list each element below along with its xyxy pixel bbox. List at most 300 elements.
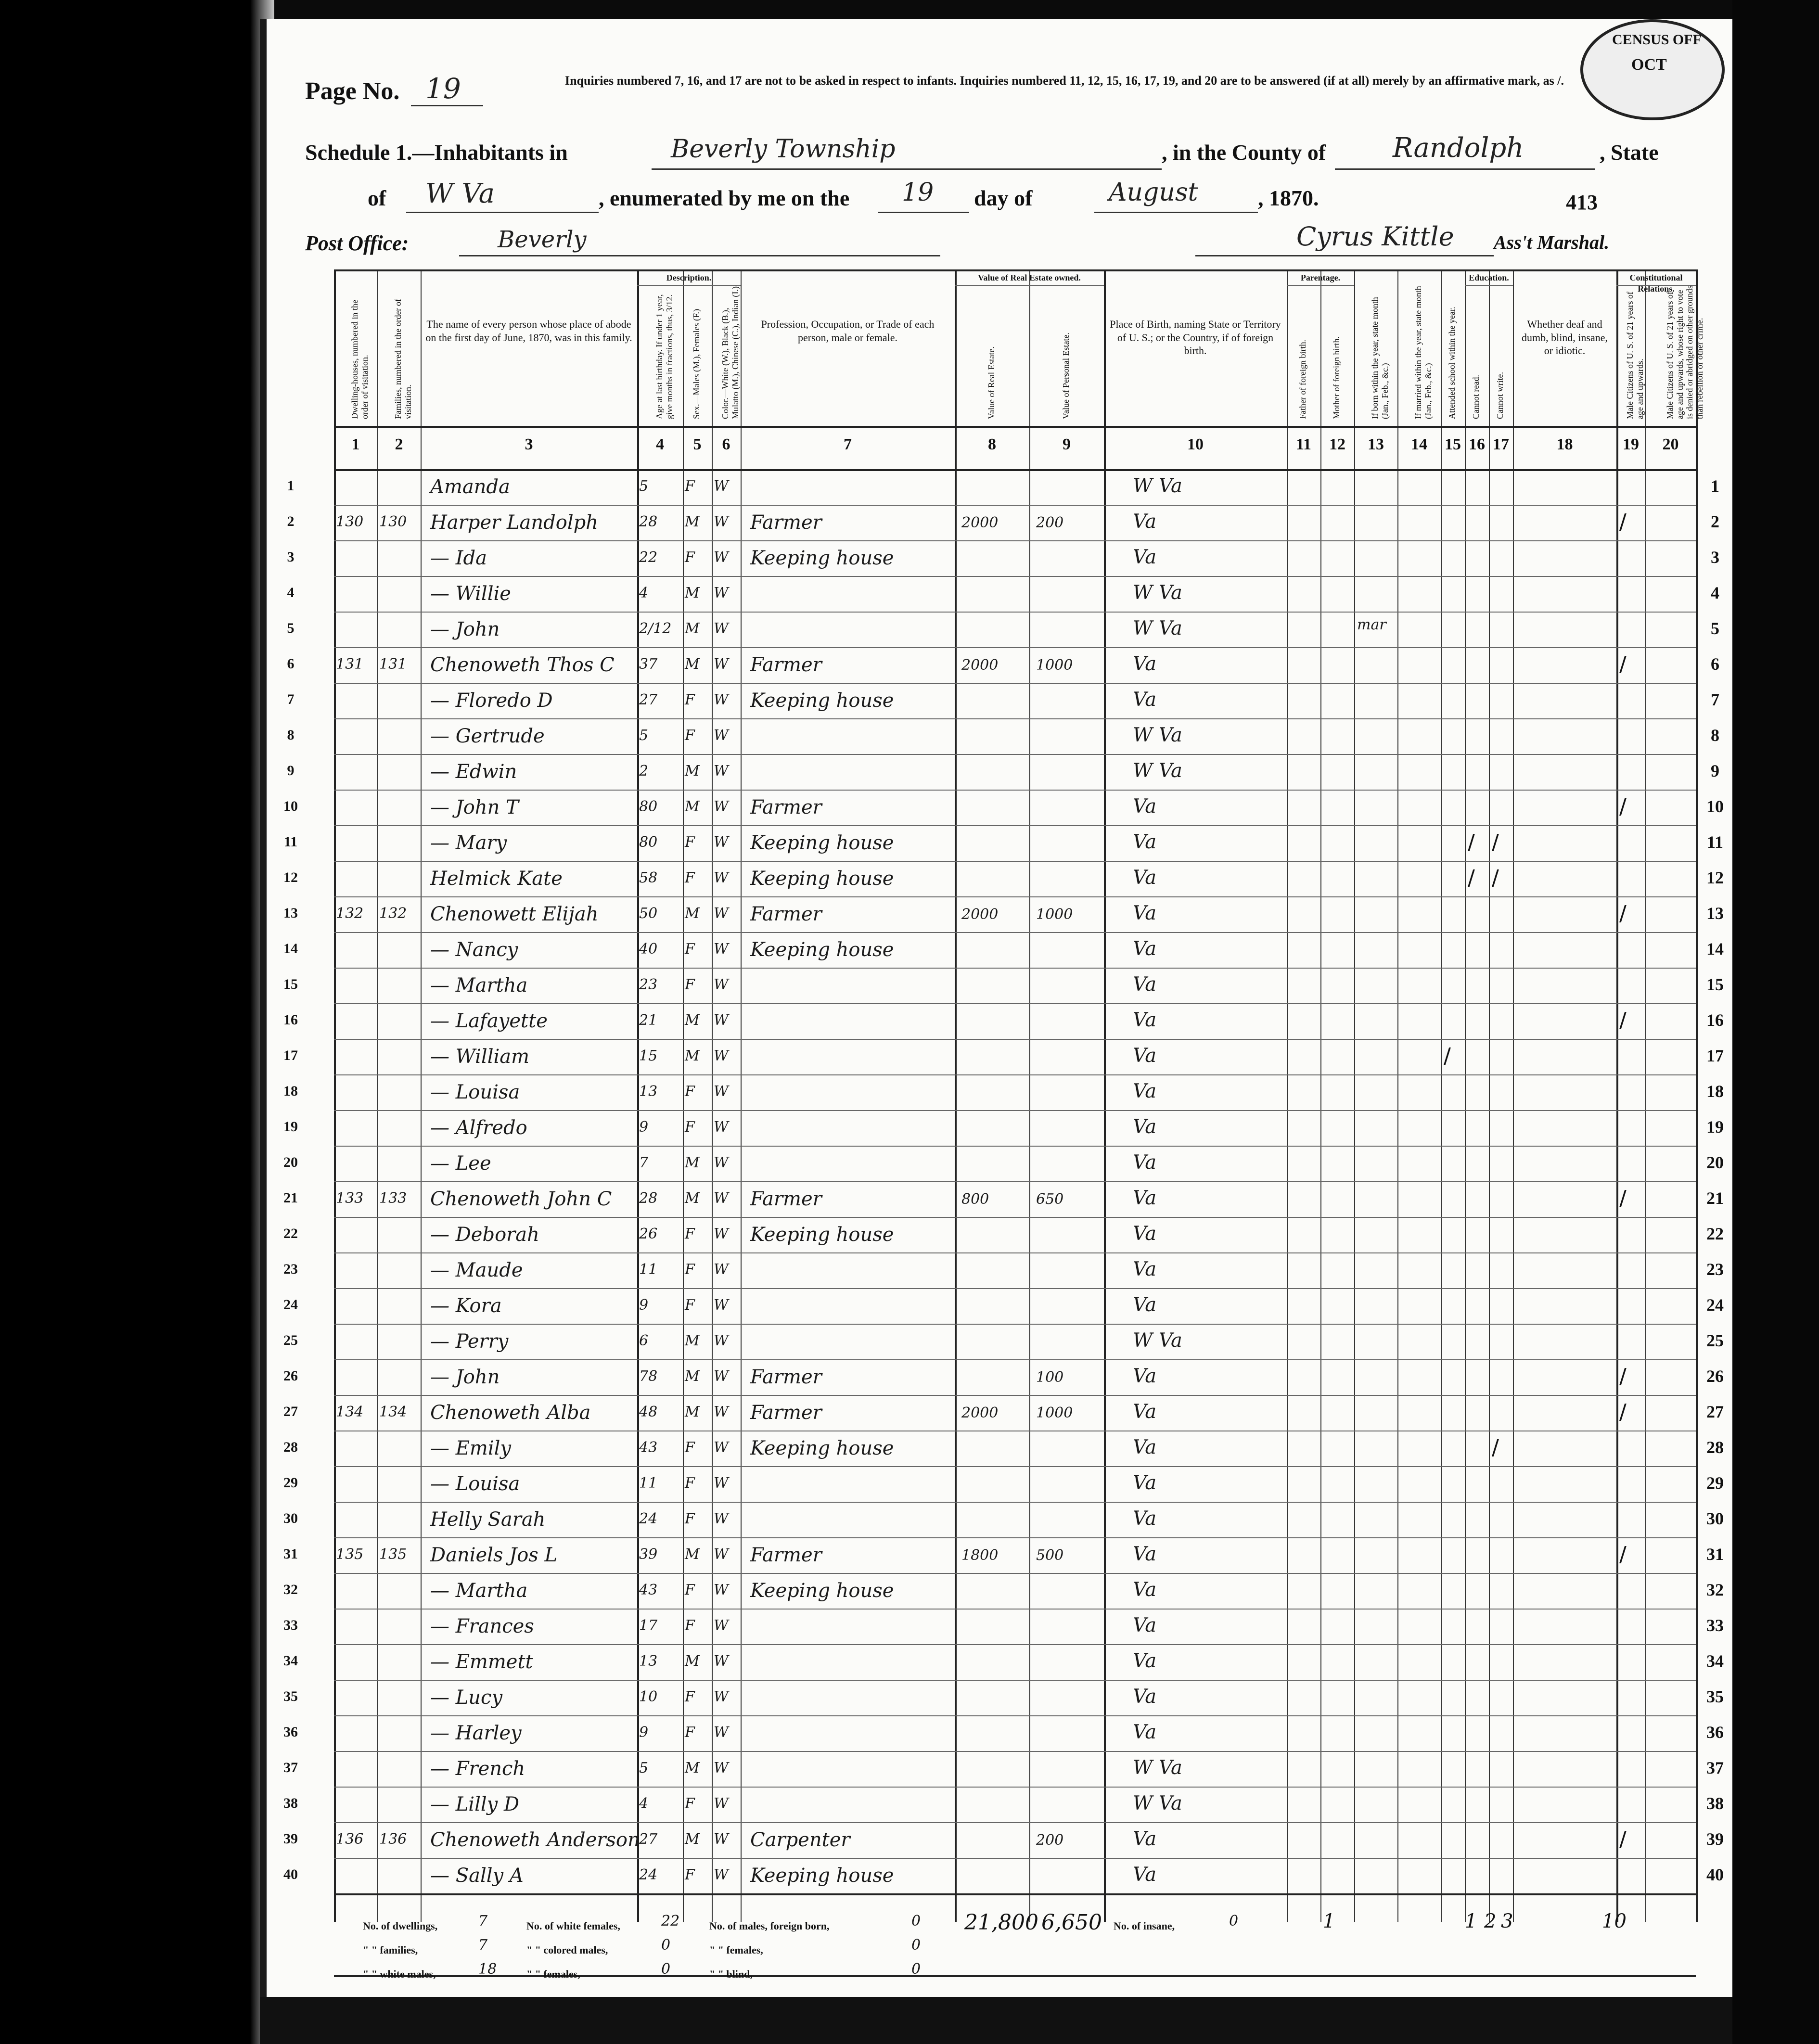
row-rule [334, 1858, 1696, 1859]
cell-age: 43 [639, 1439, 658, 1456]
column-divider [712, 269, 713, 1922]
foreign-females-label: " " females, [709, 1944, 763, 1956]
county-line [1335, 168, 1595, 170]
line-number: 10 [1706, 797, 1724, 816]
cell-occ: Farmer [750, 796, 822, 818]
page-number-line [411, 105, 483, 106]
line-number: 31 [1706, 1545, 1724, 1564]
line-number: 4 [1711, 583, 1719, 602]
row-rule [334, 612, 1696, 613]
cell-occ: Keeping house [750, 1437, 894, 1459]
cell-name: — William [430, 1046, 530, 1068]
cell-name: — Mary [430, 832, 507, 854]
row-rule [334, 1395, 1696, 1396]
row-rule [334, 505, 1696, 506]
cell-re: 2000 [961, 906, 999, 923]
cell-age: 43 [639, 1582, 658, 1598]
cell-sex: F [685, 1724, 695, 1741]
white-males-value: 18 [478, 1961, 497, 1978]
cell-c13: mar [1357, 616, 1386, 633]
colored-females-label: " " females, [526, 1968, 580, 1980]
cell-birth: Va [1133, 1507, 1157, 1530]
column-divider [1489, 269, 1490, 1922]
line-number-left: 29 [283, 1475, 298, 1491]
cell-age: 78 [639, 1368, 658, 1385]
column-header-5: Sex.—Males (M.), Females (F.) [692, 308, 701, 419]
cell-color: W [714, 1119, 729, 1136]
foreign-females-value: 0 [911, 1937, 921, 1954]
white-males-label: " " white males, [363, 1968, 436, 1980]
cell-c19: / [1619, 1400, 1627, 1424]
line-number-left: 24 [283, 1297, 298, 1313]
cell-color: W [714, 691, 729, 708]
line-number-left: 4 [287, 585, 295, 600]
row-rule [334, 1644, 1696, 1645]
cell-birth: Va [1133, 1080, 1157, 1102]
cell-name: — Kora [430, 1295, 502, 1317]
row-rule [334, 790, 1696, 791]
cell-color: W [714, 1261, 729, 1278]
column-divider [1354, 269, 1355, 1922]
column-number-2: 2 [395, 435, 403, 453]
cell-sex: M [685, 1404, 700, 1420]
cell-occ: Farmer [750, 654, 822, 676]
cell-birth: Va [1133, 1828, 1157, 1850]
line-number: 7 [1711, 690, 1719, 709]
cell-name: — John [430, 618, 500, 640]
colored-females-value: 0 [661, 1961, 671, 1978]
cell-birth: Va [1133, 1365, 1157, 1387]
cell-d: 130 [336, 513, 364, 530]
cell-age: 23 [639, 976, 658, 993]
line-number: 27 [1706, 1402, 1724, 1421]
cell-birth: W Va [1133, 1757, 1182, 1779]
cell-age: 15 [639, 1048, 658, 1064]
line-number: 33 [1706, 1616, 1724, 1635]
cell-color: W [714, 1404, 729, 1420]
line-number: 3 [1711, 548, 1719, 567]
cell-occ: Farmer [750, 1402, 822, 1424]
cell-occ: Keeping house [750, 1580, 894, 1602]
row-rule [334, 1110, 1696, 1111]
cell-color: W [714, 1724, 729, 1741]
row-rule [334, 647, 1696, 648]
cell-color: W [714, 656, 729, 673]
post-office-line [459, 255, 940, 256]
cell-c19: / [1619, 1827, 1627, 1852]
cell-color: W [714, 1297, 729, 1314]
cell-birth: Va [1133, 1116, 1157, 1138]
column-divider [1441, 269, 1442, 1922]
column-divider [1616, 269, 1618, 1922]
insane-value: 0 [1229, 1913, 1239, 1929]
post-office-label: Post Office: [305, 231, 409, 255]
cell-color: W [714, 1831, 729, 1848]
insane-label: No. of insane, [1114, 1920, 1175, 1932]
cell-sex: M [685, 1048, 700, 1064]
column-number-7: 7 [844, 435, 852, 453]
cell-age: 80 [639, 834, 658, 851]
row-rule [334, 683, 1696, 684]
line-number-left: 10 [283, 798, 298, 814]
column-number-19: 19 [1623, 435, 1639, 453]
column-number-1: 1 [351, 435, 360, 453]
row-rule [334, 1893, 1696, 1895]
cell-sex: M [685, 585, 700, 601]
column-header-7: Profession, Occupation, or Trade of each person, male or female. [761, 318, 935, 344]
line-number: 39 [1706, 1829, 1724, 1849]
cell-name: — Lee [430, 1152, 491, 1175]
row-rule [334, 825, 1696, 826]
cell-name: — John [430, 1366, 500, 1388]
census-office-stamp [1580, 19, 1725, 120]
cell-birth: Va [1133, 689, 1157, 711]
cell-re: 2000 [961, 1405, 999, 1421]
column-divider [1465, 269, 1466, 1922]
column-header-6: Color.—White (W.), Black (B.), Mulatto (M.), Chinese (C.), Indian (I.) [720, 286, 740, 419]
row-rule [334, 1324, 1696, 1325]
cell-birth: Va [1133, 1864, 1157, 1886]
cell-f: 131 [379, 656, 407, 673]
cell-color: W [714, 1688, 729, 1705]
cell-age: 27 [639, 691, 658, 708]
line-number-left: 8 [287, 727, 295, 743]
cell-name: Daniels Jos L [430, 1544, 558, 1566]
cell-name: — Maude [430, 1259, 523, 1281]
cell-sex: M [685, 1154, 700, 1171]
cell-age: 11 [639, 1475, 658, 1492]
cell-color: W [714, 1617, 729, 1634]
row-rule [334, 861, 1696, 862]
cell-f: 135 [379, 1546, 407, 1563]
cell-birth: Va [1133, 1686, 1157, 1708]
cell-birth: Va [1133, 1401, 1157, 1423]
line-number-left: 33 [283, 1617, 298, 1633]
cell-sex: M [685, 1653, 700, 1670]
cell-name: — French [430, 1758, 525, 1780]
film-bottom-margin [260, 1997, 1732, 2044]
cell-age: 4 [639, 1795, 649, 1812]
line-number-left: 16 [283, 1012, 298, 1028]
cell-age: 28 [639, 513, 658, 530]
male-citizens-total: 10 [1602, 1910, 1627, 1932]
line-number: 19 [1706, 1117, 1724, 1137]
cell-age: 5 [639, 1760, 649, 1776]
line-number: 14 [1706, 939, 1724, 958]
cell-birth: Va [1133, 1258, 1157, 1280]
cell-age: 13 [639, 1083, 658, 1100]
line-number-left: 39 [283, 1831, 298, 1847]
row-rule [334, 1751, 1696, 1752]
cell-sex: F [685, 941, 695, 958]
cell-c15: / [1444, 1044, 1451, 1068]
cell-birth: Va [1133, 653, 1157, 675]
colored-males-value: 0 [661, 1937, 671, 1954]
column-divider [1029, 269, 1030, 1922]
cell-birth: W Va [1133, 617, 1182, 639]
column-divider [741, 269, 742, 1922]
row-rule [334, 576, 1696, 577]
column-header-4: Age at last birthday. If under 1 year, give months in fractions, thus, 3/12. [654, 294, 674, 419]
cell-color: W [714, 798, 729, 815]
cell-sex: F [685, 1866, 695, 1883]
cell-sex: M [685, 1831, 700, 1848]
column-header-17: Cannot write. [1495, 372, 1505, 419]
cell-color: W [714, 834, 729, 851]
cell-c19: / [1619, 1008, 1627, 1033]
cell-age: 37 [639, 656, 658, 673]
cell-age: 22 [639, 549, 658, 566]
cell-sex: F [685, 869, 695, 886]
line-number-left: 2 [287, 513, 295, 529]
cell-c17: / [1492, 1435, 1499, 1460]
cell-occ: Farmer [750, 511, 822, 534]
cell-name: Helly Sarah [430, 1508, 546, 1531]
column-divider [421, 269, 422, 1922]
line-number-left: 13 [283, 905, 298, 921]
line-number-left: 21 [283, 1190, 298, 1206]
line-number: 20 [1706, 1153, 1724, 1172]
cell-age: 40 [639, 941, 658, 958]
cell-sex: F [685, 1083, 695, 1100]
line-number: 16 [1706, 1010, 1724, 1030]
white-females-label: No. of white females, [526, 1920, 620, 1932]
line-number: 30 [1706, 1509, 1724, 1528]
line-number: 28 [1706, 1438, 1724, 1457]
line-number: 17 [1706, 1046, 1724, 1065]
families-value: 7 [478, 1937, 488, 1954]
cell-birth: Va [1133, 546, 1157, 568]
row-rule [334, 540, 1696, 541]
cell-name: Chenoweth Anderson [430, 1829, 640, 1851]
cell-name: — Louisa [430, 1081, 520, 1103]
column-header-19: Male Citizens of U. S. of 21 years of age and upwards. [1625, 292, 1645, 419]
cell-pe: 1000 [1036, 657, 1073, 674]
cell-sex: F [685, 1226, 695, 1242]
row-rule [334, 718, 1696, 719]
column-header-20: Male Citizens of U. S. of 21 years of age and upwards, whose right to vote is denied or abridged on other grounds than rebellion or other crime. [1665, 285, 1704, 419]
column-header-9: Value of Personal Estate. [1061, 332, 1071, 419]
cell-occ: Keeping house [750, 690, 894, 712]
line-number-left: 38 [283, 1795, 298, 1811]
line-number-left: 18 [283, 1083, 298, 1099]
cell-name: Chenoweth Thos C [430, 654, 615, 676]
cell-pe: 100 [1036, 1369, 1064, 1386]
cell-c16: / [1468, 866, 1475, 890]
line-number: 23 [1706, 1260, 1724, 1279]
cell-occ: Farmer [750, 1188, 822, 1210]
cell-age: 9 [639, 1724, 649, 1741]
cell-birth: W Va [1133, 582, 1182, 604]
cell-birth: Va [1133, 1151, 1157, 1174]
cell-age: 13 [639, 1653, 658, 1670]
blind-label: " " blind, [709, 1968, 753, 1980]
row-rule [334, 1502, 1696, 1503]
cell-color: W [714, 976, 729, 993]
line-number: 21 [1706, 1188, 1724, 1208]
column-header-11: Father of foreign birth. [1298, 340, 1307, 419]
cell-color: W [714, 1012, 729, 1029]
column-number-6: 6 [722, 435, 730, 453]
marshal-signature: Cyrus Kittle [1296, 221, 1454, 252]
cell-sex: F [685, 1261, 695, 1278]
cell-age: 2 [639, 763, 649, 779]
column-header-8: Value of Real Estate. [986, 346, 996, 419]
cell-color: W [714, 1226, 729, 1242]
cell-sex: F [685, 1439, 695, 1456]
column-divider [683, 269, 684, 1922]
cell-color: W [714, 549, 729, 566]
cell-color: W [714, 1582, 729, 1598]
line-number-left: 14 [283, 941, 298, 957]
cell-name: — Sally A [430, 1865, 524, 1887]
cell-re: 2000 [961, 514, 999, 531]
description-group-header: Description. [666, 273, 712, 282]
cell-birth: W Va [1133, 475, 1182, 497]
film-left-margin [0, 0, 274, 2044]
line-number-left: 37 [283, 1760, 298, 1776]
personal-estate-total: 6,650 [1041, 1910, 1102, 1935]
cell-birth: Va [1133, 938, 1157, 960]
cell-name: — John T [430, 796, 519, 818]
cell-sex: F [685, 1475, 695, 1492]
cell-f: 130 [379, 513, 407, 530]
cell-sex: F [685, 727, 695, 744]
cell-age: 5 [639, 727, 649, 744]
cell-re: 2000 [961, 657, 999, 674]
column-divider [955, 269, 957, 1922]
cell-sex: M [685, 1332, 700, 1349]
cell-pe: 500 [1036, 1547, 1064, 1564]
parentage-group-header: Parentage. [1300, 273, 1341, 282]
row-rule [334, 1359, 1696, 1360]
cell-name: — Harley [430, 1722, 522, 1744]
cell-color: W [714, 869, 729, 886]
column-number-12: 12 [1329, 435, 1345, 453]
line-number: 32 [1706, 1580, 1724, 1599]
line-number-left: 9 [287, 763, 295, 779]
column-divider [1696, 269, 1698, 1922]
line-number: 5 [1711, 619, 1719, 638]
cell-birth: Va [1133, 1472, 1157, 1494]
cell-birth: Va [1133, 1614, 1157, 1636]
line-number-left: 27 [283, 1404, 298, 1419]
column-number-14: 14 [1411, 435, 1427, 453]
row-rule [334, 1003, 1696, 1004]
group-rule [1287, 285, 1354, 286]
cell-color: W [714, 1760, 729, 1776]
cell-color: W [714, 620, 729, 637]
blind-value: 0 [911, 1961, 921, 1978]
column-header-13: If born within the year, state month (Jan., Feb., &c.) [1370, 297, 1390, 419]
cell-d: 135 [336, 1546, 364, 1563]
cell-age: 48 [639, 1404, 658, 1420]
township-line [652, 168, 1162, 170]
cell-occ: Keeping house [750, 547, 894, 569]
cell-name: — Ida [430, 547, 487, 569]
line-number: 22 [1706, 1224, 1724, 1243]
line-number: 36 [1706, 1723, 1724, 1742]
cell-re: 800 [961, 1191, 989, 1208]
cell-sex: M [685, 1012, 700, 1029]
cell-birth: Va [1133, 1436, 1157, 1458]
row-rule [334, 968, 1696, 969]
cell-color: W [714, 478, 729, 495]
row-rule [334, 1288, 1696, 1289]
day-line [878, 212, 969, 213]
cell-birth: W Va [1133, 724, 1182, 746]
cell-birth: W Va [1133, 1329, 1182, 1352]
cell-d: 136 [336, 1831, 364, 1848]
born-within-year-total: 1 [1323, 1910, 1335, 1932]
cell-c19: / [1619, 652, 1627, 677]
schedule-label: Schedule 1.—Inhabitants in [305, 140, 568, 165]
column-header-10: Place of Birth, naming State or Territory of U. S.; or the Country, if of foreign birth. [1110, 318, 1281, 357]
row-rule [334, 1466, 1696, 1467]
cell-color: W [714, 1475, 729, 1492]
dwellings-value: 7 [478, 1913, 488, 1929]
day-value: 19 [902, 178, 934, 207]
cell-f: 136 [379, 1831, 407, 1848]
column-header-16: Cannot read. [1471, 375, 1481, 419]
row-rule [334, 1609, 1696, 1610]
cell-occ: Farmer [750, 1544, 822, 1566]
cell-name: — Lilly D [430, 1793, 520, 1815]
cell-name: — Deborah [430, 1224, 539, 1246]
cell-age: 5 [639, 478, 649, 495]
cell-birth: Va [1133, 795, 1157, 818]
cell-name: — Martha [430, 1580, 528, 1602]
column-header-14: If married within the year, state month (Jan., Feb., &c.) [1413, 286, 1433, 419]
stamp-text-mid: OCT [1631, 56, 1667, 74]
cell-pe: 650 [1036, 1191, 1064, 1208]
cell-name: — Alfredo [430, 1117, 527, 1139]
cell-color: W [714, 1439, 729, 1456]
cell-c17: / [1492, 830, 1499, 855]
cell-color: W [714, 1866, 729, 1883]
cell-sex: F [685, 1582, 695, 1598]
cell-name: — Frances [430, 1615, 534, 1637]
colored-males-label: " " colored males, [526, 1944, 608, 1956]
line-number-left: 32 [283, 1582, 298, 1597]
cell-sex: M [685, 656, 700, 673]
cell-pe: 1000 [1036, 1405, 1073, 1421]
row-rule [334, 1715, 1696, 1716]
marshal-line [1195, 255, 1494, 256]
cell-pe: 200 [1036, 1832, 1064, 1849]
cell-color: W [714, 1048, 729, 1064]
line-number: 12 [1706, 868, 1724, 887]
cell-age: 6 [639, 1332, 649, 1349]
year-label: , 1870. [1258, 186, 1319, 210]
cell-name: — Lucy [430, 1686, 503, 1709]
cell-birth: Va [1133, 1294, 1157, 1316]
township-value: Beverly Township [671, 135, 896, 164]
row-rule [334, 1573, 1696, 1574]
sheet-number: 413 [1566, 191, 1598, 214]
cell-occ: Keeping house [750, 1224, 894, 1246]
cell-age: 21 [639, 1012, 658, 1029]
cell-age: 28 [639, 1190, 658, 1207]
cell-sex: F [685, 478, 695, 495]
cell-sex: F [685, 549, 695, 566]
line-number: 8 [1711, 726, 1719, 745]
cell-age: 26 [639, 1226, 658, 1242]
line-number-left: 30 [283, 1510, 298, 1526]
cell-age: 50 [639, 905, 658, 922]
row-rule [334, 1537, 1696, 1538]
line-number: 15 [1706, 975, 1724, 994]
